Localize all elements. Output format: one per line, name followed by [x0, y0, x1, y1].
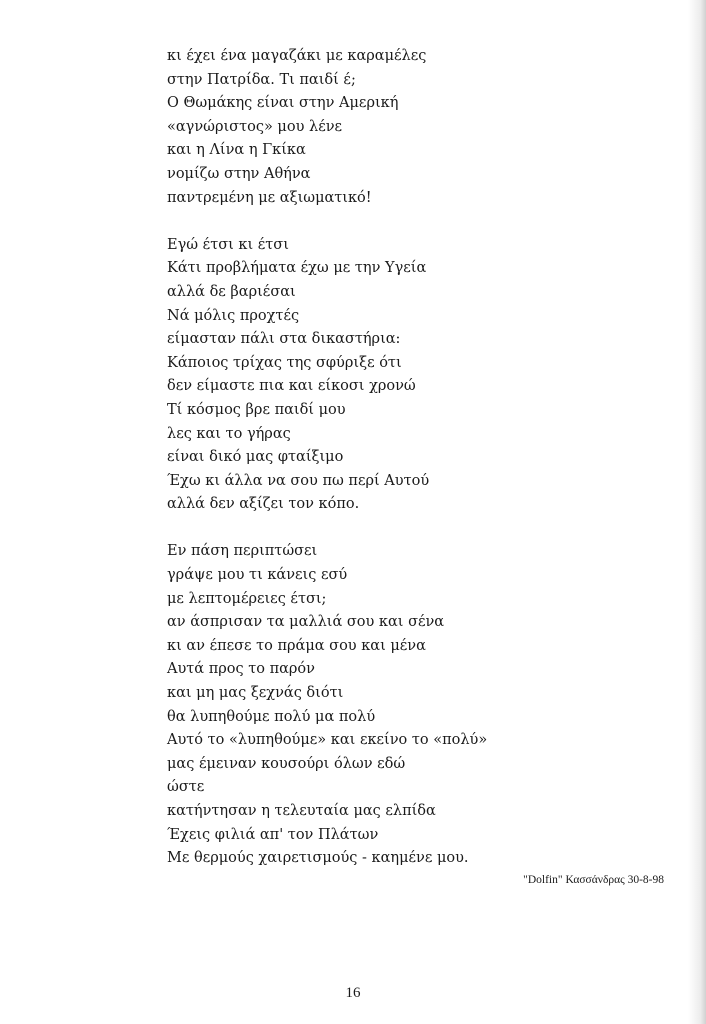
poem-line: στην Πατρίδα. Τι παιδί έ;	[167, 71, 356, 88]
poem-line: νομίζω στην Αθήνα	[167, 165, 311, 182]
poem-line: Νά μόλις προχτές	[167, 307, 300, 324]
page-number: 16	[345, 985, 361, 1001]
poem-body	[167, 45, 637, 871]
poem-line: και η Λίνα η Γκίκα	[167, 142, 306, 159]
poem-line: Εν πάση περιπτώσει	[167, 543, 318, 560]
signature-dateline: "Dolfin" Κασσάνδρας 30-8-98	[523, 874, 664, 886]
poem-line: είναι δικό μας φταίξιμο	[167, 449, 344, 466]
poem-line: ώστε	[167, 779, 205, 796]
poem-line: γράψε μου τι κάνεις εσύ	[167, 567, 348, 584]
stanza-break	[167, 517, 637, 541]
poem-line: Τί κόσμος βρε παιδί μου	[167, 401, 346, 418]
poem-line: Έχω κι άλλα να σου πω περί Αυτού	[167, 472, 430, 489]
page-edge-shadow	[688, 0, 706, 1024]
poem-line: παντρεμένη με αξιωματικό!	[167, 189, 372, 206]
poem-line: Έχεις φιλιά απ' τον Πλάτων	[167, 826, 379, 843]
poem-line: μας έμειναν κουσούρι όλων εδώ	[167, 755, 406, 772]
stanza-break	[167, 210, 637, 234]
stanza-1	[167, 45, 637, 210]
poem-line: Ο Θωμάκης είναι στην Αμερική	[167, 95, 399, 112]
poem-line: θα λυπηθούμε πολύ μα πολύ	[167, 708, 376, 725]
poem-line: Κάποιος τρίχας της σφύριξε ότι	[167, 354, 402, 371]
poem-line: Κάτι προβλήματα έχω με την Υγεία	[167, 260, 427, 277]
poem-line: Με θερμούς χαιρετισμούς - καημένε μου.	[167, 850, 469, 867]
poem-line: και μη μας ξεχνάς διότι	[167, 685, 344, 702]
poem-line: είμασταν πάλι στα δικαστήρια:	[167, 331, 401, 348]
poem-line: κατήντησαν η τελευταία μας ελπίδα	[167, 803, 436, 819]
poem-line: αλλά δεν αξίζει τον κόπο.	[167, 496, 360, 513]
poem-line: Αυτό το «λυπηθούμε» και εκείνο το «πολύ»	[167, 732, 488, 749]
poem-line: δεν είμαστε πια και είκοσι χρονώ	[167, 378, 416, 395]
poem-line: αλλά δε βαριέσαι	[167, 283, 296, 300]
poem-line: κι αν έπεσε το πράμα σου και μένα	[167, 637, 426, 654]
poem-line: αν άσπρισαν τα μαλλιά σου και σένα	[167, 614, 445, 631]
poem-line: Αυτά προς το παρόν	[167, 661, 315, 678]
poem-line: «αγνώριστος» μου λένε	[167, 118, 343, 135]
poem-line: λες και το γήρας	[167, 425, 291, 442]
stanza-2	[167, 234, 637, 517]
poem-line: με λεπτομέρειες έτσι;	[167, 590, 327, 607]
poem-line: Εγώ έτσι κι έτσι	[167, 236, 289, 253]
poem-line: κι έχει ένα μαγαζάκι με καραμέλες	[167, 48, 427, 64]
stanza-3	[167, 540, 637, 870]
